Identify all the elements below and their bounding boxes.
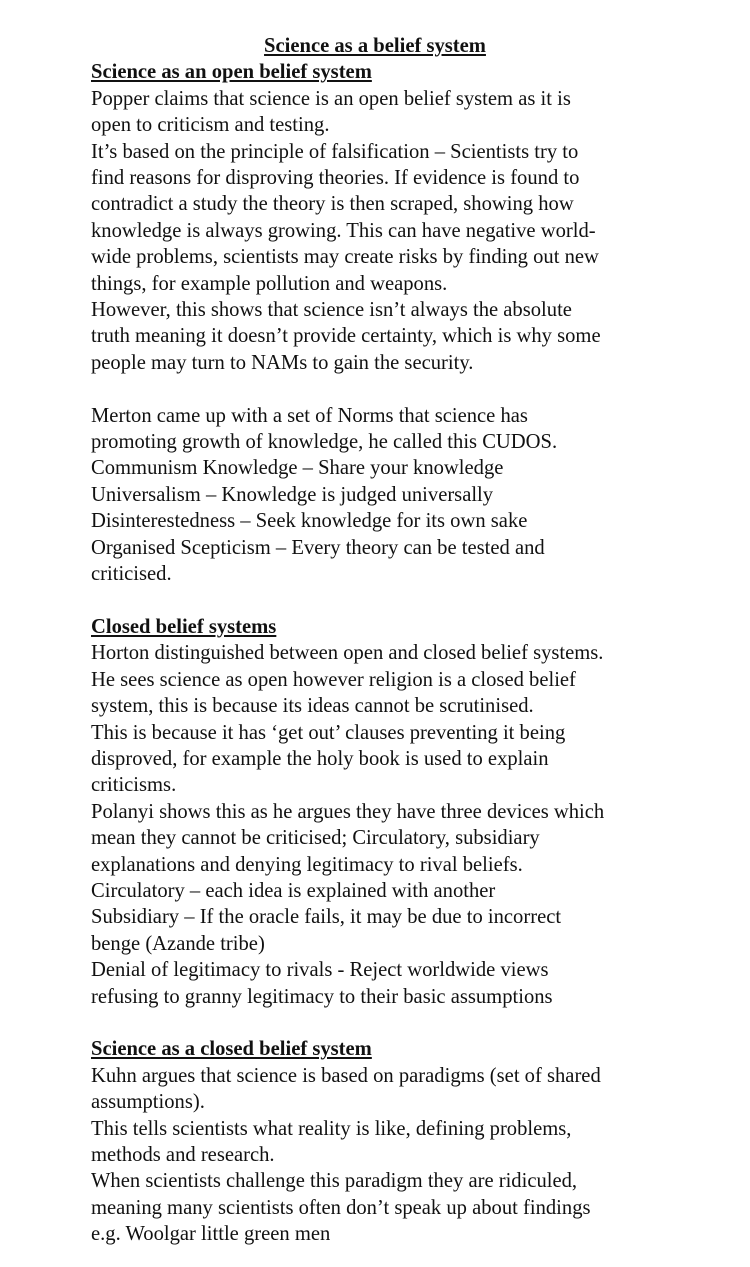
section-open-belief-system <box>91 59 691 376</box>
section-science-closed-belief-system <box>91 1036 691 1247</box>
paragraph-line: Circulatory – each idea is explained with another <box>91 879 496 902</box>
paragraph-line: Polanyi shows this as he argues they have three devices which <box>91 800 605 823</box>
paragraph-line: disproved, for example the holy book is used to explain <box>91 747 549 770</box>
section-heading: Closed belief systems <box>91 615 277 638</box>
paragraph-line: benge (Azande tribe) <box>91 932 265 955</box>
paragraph-line: Subsidiary – If the oracle fails, it may be due to incorrect <box>91 906 562 929</box>
paragraph-line: criticisms. <box>91 774 177 797</box>
paragraph-line: promoting growth of knowledge, he called this CUDOS. <box>91 431 558 454</box>
paragraph-line: When scientists challenge this paradigm they are ridiculed, <box>91 1170 578 1193</box>
section-merton-cudos <box>91 403 691 588</box>
blank-line <box>91 1010 691 1036</box>
paragraph-line: things, for example pollution and weapons. <box>91 272 448 295</box>
paragraph-line: Denial of legitimacy to rivals - Reject worldwide views <box>91 959 549 982</box>
section-closed-belief-systems <box>91 614 691 1010</box>
paragraph-line: contradict a study the theory is then scraped, showing how <box>91 193 574 216</box>
paragraph-line: wide problems, scientists may create risks by finding out new <box>91 246 599 269</box>
paragraph-line: mean they cannot be criticised; Circulatory, subsidiary <box>91 827 540 850</box>
paragraph-line: explanations and denying legitimacy to rival beliefs. <box>91 853 523 876</box>
paragraph-line: Communism Knowledge – Share your knowledge <box>91 457 504 480</box>
paragraph-line: This tells scientists what reality is like, defining problems, <box>91 1117 572 1140</box>
document-title: Science as a belief system <box>264 35 486 57</box>
paragraph-line: meaning many scientists often don’t speak up about findings <box>91 1196 591 1219</box>
document-page <box>91 33 691 1248</box>
blank-line <box>91 376 691 402</box>
paragraph-line: open to criticism and testing. <box>91 114 330 137</box>
paragraph-line: However, this shows that science isn’t always the absolute <box>91 299 572 322</box>
paragraph-line: Disinterestedness – Seek knowledge for its own sake <box>91 510 528 533</box>
paragraph-line: system, this is because its ideas cannot be scrutinised. <box>91 695 534 718</box>
paragraph-line: people may turn to NAMs to gain the security. <box>91 351 474 374</box>
paragraph-line: find reasons for disproving theories. If evidence is found to <box>91 167 580 190</box>
paragraph-line: Kuhn argues that science is based on paradigms (set of shared <box>91 1064 601 1087</box>
paragraph-line: refusing to granny legitimacy to their basic assumptions <box>91 985 553 1008</box>
paragraph-line: Organised Scepticism – Every theory can be tested and <box>91 536 545 559</box>
paragraph-line: This is because it has ‘get out’ clauses preventing it being <box>91 721 566 744</box>
paragraph-line: criticised. <box>91 563 172 586</box>
paragraph-line: Merton came up with a set of Norms that science has <box>91 404 528 427</box>
paragraph-line: methods and research. <box>91 1144 275 1167</box>
paragraph-line: assumptions). <box>91 1091 205 1114</box>
section-heading: Science as a closed belief system <box>91 1038 372 1061</box>
section-heading: Science as an open belief system <box>91 61 372 84</box>
paragraph-line: Popper claims that science is an open belief system as it is <box>91 87 571 110</box>
paragraph-line: e.g. Woolgar little green men <box>91 1223 331 1246</box>
paragraph-line: knowledge is always growing. This can have negative world- <box>91 219 596 242</box>
paragraph-line: It’s based on the principle of falsification – Scientists try to <box>91 140 579 163</box>
paragraph-line: Horton distinguished between open and closed belief systems. <box>91 642 604 665</box>
paragraph-line: Universalism – Knowledge is judged universally <box>91 483 494 506</box>
paragraph-line: truth meaning it doesn’t provide certainty, which is why some <box>91 325 601 348</box>
blank-line <box>91 588 691 614</box>
paragraph-line: He sees science as open however religion is a closed belief <box>91 668 576 691</box>
